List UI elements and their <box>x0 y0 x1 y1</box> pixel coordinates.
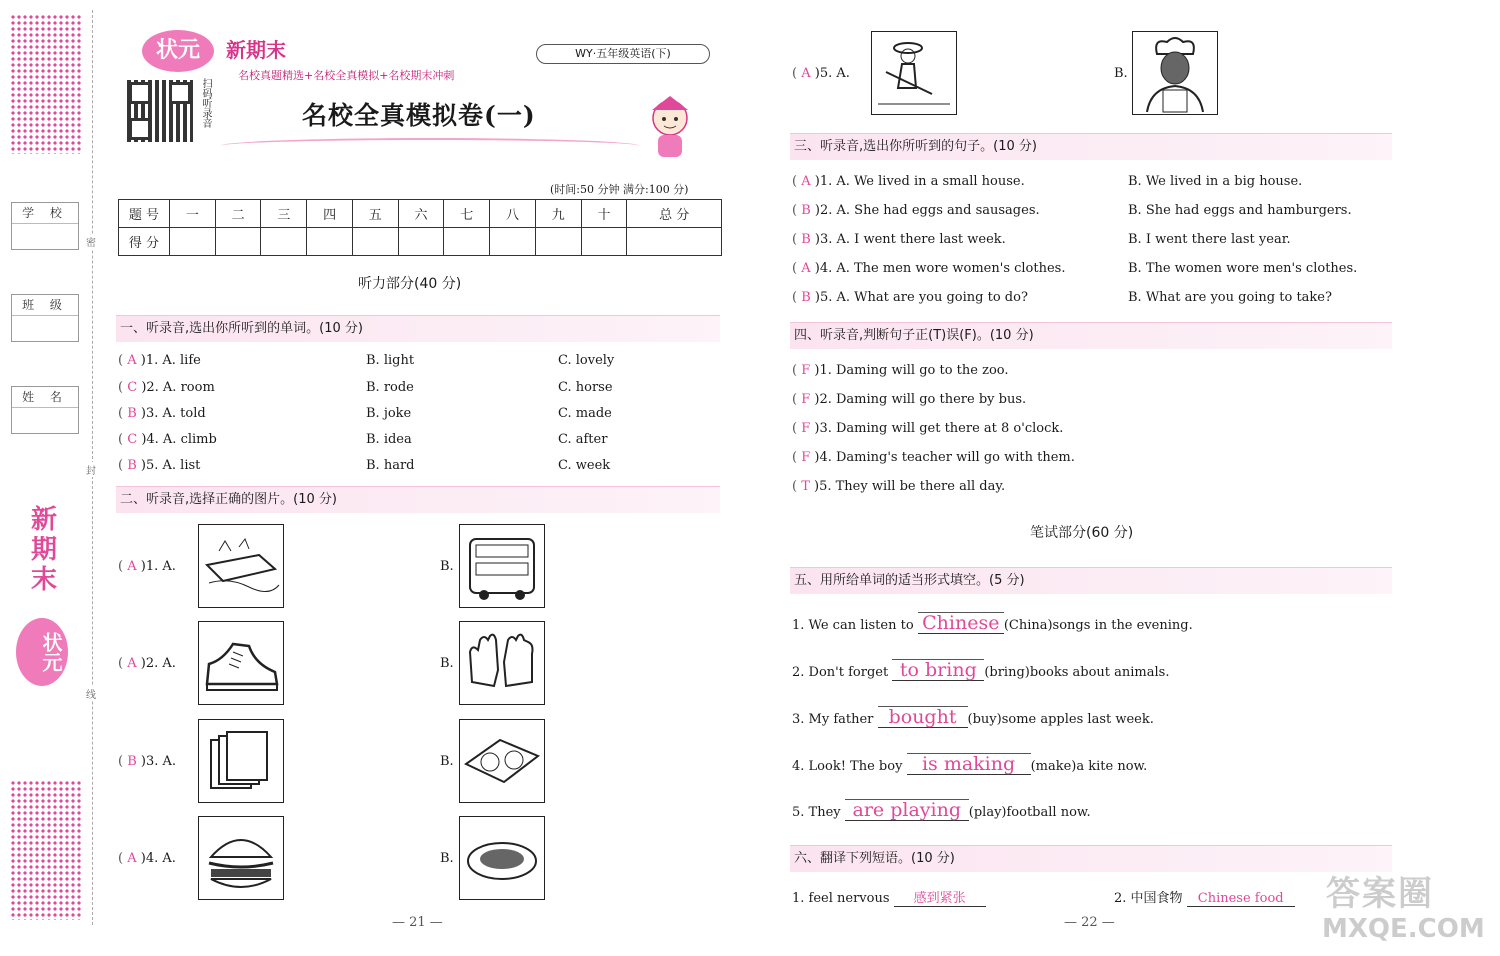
score-cell: 六 <box>398 200 444 228</box>
sentence-end: (play)football now. <box>968 805 1091 820</box>
s3-item-4: ( A )4. A. The men wore women's clothes. <box>792 261 1066 276</box>
brand-title: 新期末 <box>226 38 286 62</box>
paper-title: 名校全真模拟卷(一) <box>302 101 536 130</box>
watermark-top: 答案圈 <box>1326 874 1434 914</box>
s2-item-3-b: B. <box>440 754 454 769</box>
s4-item-4: ( F )4. Daming's teacher will go with them. <box>792 450 1075 465</box>
s5-item-5 <box>792 799 1091 821</box>
answer: B <box>127 754 137 769</box>
answer: B <box>801 203 811 218</box>
score-cell: 总 分 <box>627 200 722 228</box>
score-input-cell[interactable] <box>352 228 398 256</box>
s1-item-1-b: B. light <box>366 353 415 368</box>
seal-char-mi: 密 <box>86 234 96 249</box>
s2-item-2: ( A )2. A. <box>118 656 176 671</box>
s3-item-4-b: B. The women wore men's clothes. <box>1128 261 1358 276</box>
s3-item-5-b: B. What are you going to take? <box>1128 290 1332 305</box>
grade-tag: WY·五年级英语(下) <box>536 44 710 64</box>
brand-badge: 状元 <box>142 30 214 72</box>
statement: )1. Daming will go to the zoo. <box>814 363 1009 378</box>
picture-cook[interactable] <box>1132 31 1218 115</box>
option-a: )5. A. What are you going to do? <box>814 290 1028 305</box>
s3-item-5: ( B )5. A. What are you going to do? <box>792 290 1028 305</box>
s3-item-1-b: B. We lived in a big house. <box>1128 174 1303 189</box>
score-table-header-row <box>119 200 722 228</box>
blank-answer[interactable]: Chinese <box>918 612 1004 634</box>
s4-item-2: ( F )2. Daming will go there by bus. <box>792 392 1027 407</box>
score-cell: 一 <box>170 200 216 228</box>
s3-item-1: ( A )1. A. We lived in a small house. <box>792 174 1025 189</box>
answer: C <box>127 432 138 447</box>
class-label: 班 级 <box>12 295 78 316</box>
score-cell: 四 <box>307 200 353 228</box>
score-input-cell[interactable] <box>581 228 627 256</box>
score-input-cell[interactable] <box>444 228 490 256</box>
s1-item-5-b: B. hard <box>366 458 415 473</box>
writing-title: 笔试部分(60 分) <box>1030 525 1134 541</box>
brand-vertical: 新期末 <box>30 505 57 595</box>
name-field[interactable] <box>11 386 79 434</box>
s5-item-3 <box>792 706 1154 728</box>
option-label: )4. A. <box>140 851 176 866</box>
s2-item-5-b: B. <box>1114 66 1128 81</box>
s2-item-4-b: B. <box>440 851 454 866</box>
answer: F <box>801 421 811 436</box>
tagline: 名校真题精选+名校全真模拟+名校期末冲刺 <box>238 69 455 82</box>
picture-hamburger[interactable] <box>198 816 284 900</box>
option-a: )4. A. The men wore women's clothes. <box>814 261 1066 276</box>
answer: F <box>801 363 811 378</box>
sentence-start: 3. My father <box>792 712 874 727</box>
score-label-cell: 得 分 <box>119 228 170 256</box>
section-2-title: 二、听录音,选择正确的图片。(10 分) <box>116 486 720 513</box>
score-input-cell[interactable] <box>307 228 353 256</box>
s4-item-3: ( F )3. Daming will get there at 8 o'clock. <box>792 421 1064 436</box>
blank-answer[interactable]: to bring <box>892 659 984 681</box>
s1-item-3-c: C. made <box>558 406 612 421</box>
exam-info: (时间:50 分钟 满分:100 分) <box>550 183 689 196</box>
name-label: 姓 名 <box>12 387 78 408</box>
section-4-title: 四、听录音,判断句子正(T)误(F)。(10 分) <box>790 322 1392 349</box>
answer: A <box>801 66 811 81</box>
s2-item-1: ( A )1. A. <box>118 559 176 574</box>
picture-noodles[interactable] <box>459 816 545 900</box>
s3-item-3: ( B )3. A. I went there last week. <box>792 232 1006 247</box>
s1-item-3-b: B. joke <box>366 406 412 421</box>
picture-shoe[interactable] <box>198 621 284 705</box>
answer: B <box>127 458 137 473</box>
section-5-title: 五、用所给单词的适当形式填空。(5 分) <box>790 567 1392 594</box>
translation-answer[interactable]: 感到紧张 <box>894 887 986 907</box>
decor-dots-bottom <box>10 780 82 920</box>
score-input-cell[interactable] <box>490 228 536 256</box>
score-input-cell[interactable] <box>261 228 307 256</box>
qr-code[interactable] <box>127 80 193 142</box>
s1-item-1: ( A )1. A. life <box>118 353 201 368</box>
score-input-cell[interactable] <box>170 228 216 256</box>
answer: F <box>801 450 811 465</box>
s3-item-2-b: B. She had eggs and hamburgers. <box>1128 203 1352 218</box>
option-a: )5. A. list <box>140 458 201 473</box>
brand-badge-margin: 状元 <box>16 618 68 686</box>
picture-books[interactable] <box>198 719 284 803</box>
mascot-icon <box>640 92 700 160</box>
score-input-cell[interactable] <box>535 228 581 256</box>
section-6-title: 六、翻译下列短语。(10 分) <box>790 845 1392 872</box>
s5-item-4 <box>792 753 1147 775</box>
answer: T <box>801 479 810 494</box>
option-a: )2. A. room <box>141 380 215 395</box>
sentence-end: (China)songs in the evening. <box>1003 618 1193 633</box>
score-cell: 二 <box>215 200 261 228</box>
s6-item-2 <box>1114 887 1295 907</box>
score-input-cell[interactable] <box>627 228 722 256</box>
s3-item-2: ( B )2. A. She had eggs and sausages. <box>792 203 1040 218</box>
option-a: )3. A. I went there last week. <box>814 232 1006 247</box>
answer: A <box>801 174 811 189</box>
s4-item-5: ( T )5. They will be there all day. <box>792 479 1006 494</box>
school-label: 学 校 <box>12 203 78 224</box>
picture-gloves[interactable] <box>459 621 545 705</box>
score-cell: 题 号 <box>119 200 170 228</box>
s1-item-4-b: B. idea <box>366 432 412 447</box>
qr-label: 扫码听录音 <box>200 78 211 128</box>
s5-item-1 <box>792 612 1193 634</box>
answer: A <box>127 656 137 671</box>
listening-title: 听力部分(40 分) <box>358 276 462 292</box>
sentence-start: 5. They <box>792 805 841 820</box>
score-table <box>118 199 722 256</box>
blank-answer[interactable]: bought <box>878 706 968 728</box>
header-swoosh <box>220 138 640 154</box>
seal-char-feng: 封 <box>86 462 96 477</box>
blank-answer[interactable]: are playing <box>845 799 969 821</box>
score-input-cell[interactable] <box>215 228 261 256</box>
page-number-left: — 21 — <box>392 915 443 930</box>
sentence-end: (bring)books about animals. <box>984 665 1170 680</box>
section-1-title: 一、听录音,选出你所听到的单词。(10 分) <box>116 315 720 342</box>
score-cell: 七 <box>444 200 490 228</box>
option-label: )2. A. <box>140 656 176 671</box>
answer: A <box>801 261 811 276</box>
picture-farmer[interactable] <box>871 31 957 115</box>
s1-item-4-c: C. after <box>558 432 608 447</box>
sentence-end: (buy)some apples last week. <box>967 712 1154 727</box>
option-label: )3. A. <box>140 754 177 769</box>
answer: F <box>801 392 811 407</box>
answer: A <box>127 851 137 866</box>
score-table-score-row <box>119 228 722 256</box>
s1-item-3: ( B )3. A. told <box>118 406 206 421</box>
answer: B <box>127 406 137 421</box>
option-a: )1. A. life <box>140 353 201 368</box>
s1-item-2-c: C. horse <box>558 380 613 395</box>
sentence-end: (make)a kite now. <box>1030 759 1148 774</box>
sentence-start: 1. We can listen to <box>792 618 914 633</box>
statement: )3. Daming will get there at 8 o'clock. <box>814 421 1064 436</box>
answer: A <box>127 353 137 368</box>
answer: B <box>801 290 811 305</box>
phrase: 1. feel nervous <box>792 891 890 906</box>
option-a: )3. A. told <box>140 406 206 421</box>
option-label: )1. A. <box>140 559 176 574</box>
answer: C <box>127 380 138 395</box>
score-cell: 三 <box>261 200 307 228</box>
sentence-start: 2. Don't forget <box>792 665 889 680</box>
option-a: )1. A. We lived in a small house. <box>814 174 1025 189</box>
statement: )4. Daming's teacher will go with them. <box>814 450 1075 465</box>
blank-answer[interactable]: is making <box>907 753 1031 775</box>
s1-item-2: ( C )2. A. room <box>118 380 215 395</box>
seal-char-xian: 线 <box>86 686 96 701</box>
s1-item-2-b: B. rode <box>366 380 414 395</box>
score-cell: 五 <box>352 200 398 228</box>
s1-item-5-c: C. week <box>558 458 611 473</box>
phrase: 2. 中国食物 <box>1114 891 1183 906</box>
school-field[interactable] <box>11 202 79 250</box>
decor-dots-top <box>10 14 82 154</box>
option-a: )4. A. climb <box>141 432 217 447</box>
s2-item-5: ( A )5. A. <box>792 66 850 81</box>
s2-item-4: ( A )4. A. <box>118 851 176 866</box>
score-cell: 十 <box>581 200 627 228</box>
picture-bus[interactable] <box>459 524 545 608</box>
s2-item-1-b: B. <box>440 559 454 574</box>
s1-item-1-c: C. lovely <box>558 353 615 368</box>
page-number-right: — 22 — <box>1064 915 1115 930</box>
s2-item-3: ( B )3. A. <box>118 754 177 769</box>
option-a: )2. A. She had eggs and sausages. <box>814 203 1040 218</box>
answer: A <box>127 559 137 574</box>
s6-item-1 <box>792 887 986 907</box>
section-3-title: 三、听录音,选出你所听到的句子。(10 分) <box>790 133 1392 160</box>
sentence-start: 4. Look! The boy <box>792 759 903 774</box>
picture-cds[interactable] <box>459 719 545 803</box>
statement: )2. Daming will go there by bus. <box>814 392 1027 407</box>
class-field[interactable] <box>11 294 79 342</box>
picture-waterside[interactable] <box>198 524 284 608</box>
s2-item-2-b: B. <box>440 656 454 671</box>
translation-answer[interactable]: Chinese food <box>1187 891 1295 907</box>
score-cell: 九 <box>535 200 581 228</box>
s3-item-3-b: B. I went there last year. <box>1128 232 1291 247</box>
s1-item-5: ( B )5. A. list <box>118 458 201 473</box>
s1-item-4: ( C )4. A. climb <box>118 432 217 447</box>
s4-item-1: ( F )1. Daming will go to the zoo. <box>792 363 1009 378</box>
statement: )5. They will be there all day. <box>814 479 1006 494</box>
s5-item-2 <box>792 659 1169 681</box>
option-label: )5. A. <box>814 66 850 81</box>
answer: B <box>801 232 811 247</box>
score-input-cell[interactable] <box>398 228 444 256</box>
watermark-bottom: MXQE.COM <box>1322 914 1485 944</box>
score-cell: 八 <box>490 200 536 228</box>
